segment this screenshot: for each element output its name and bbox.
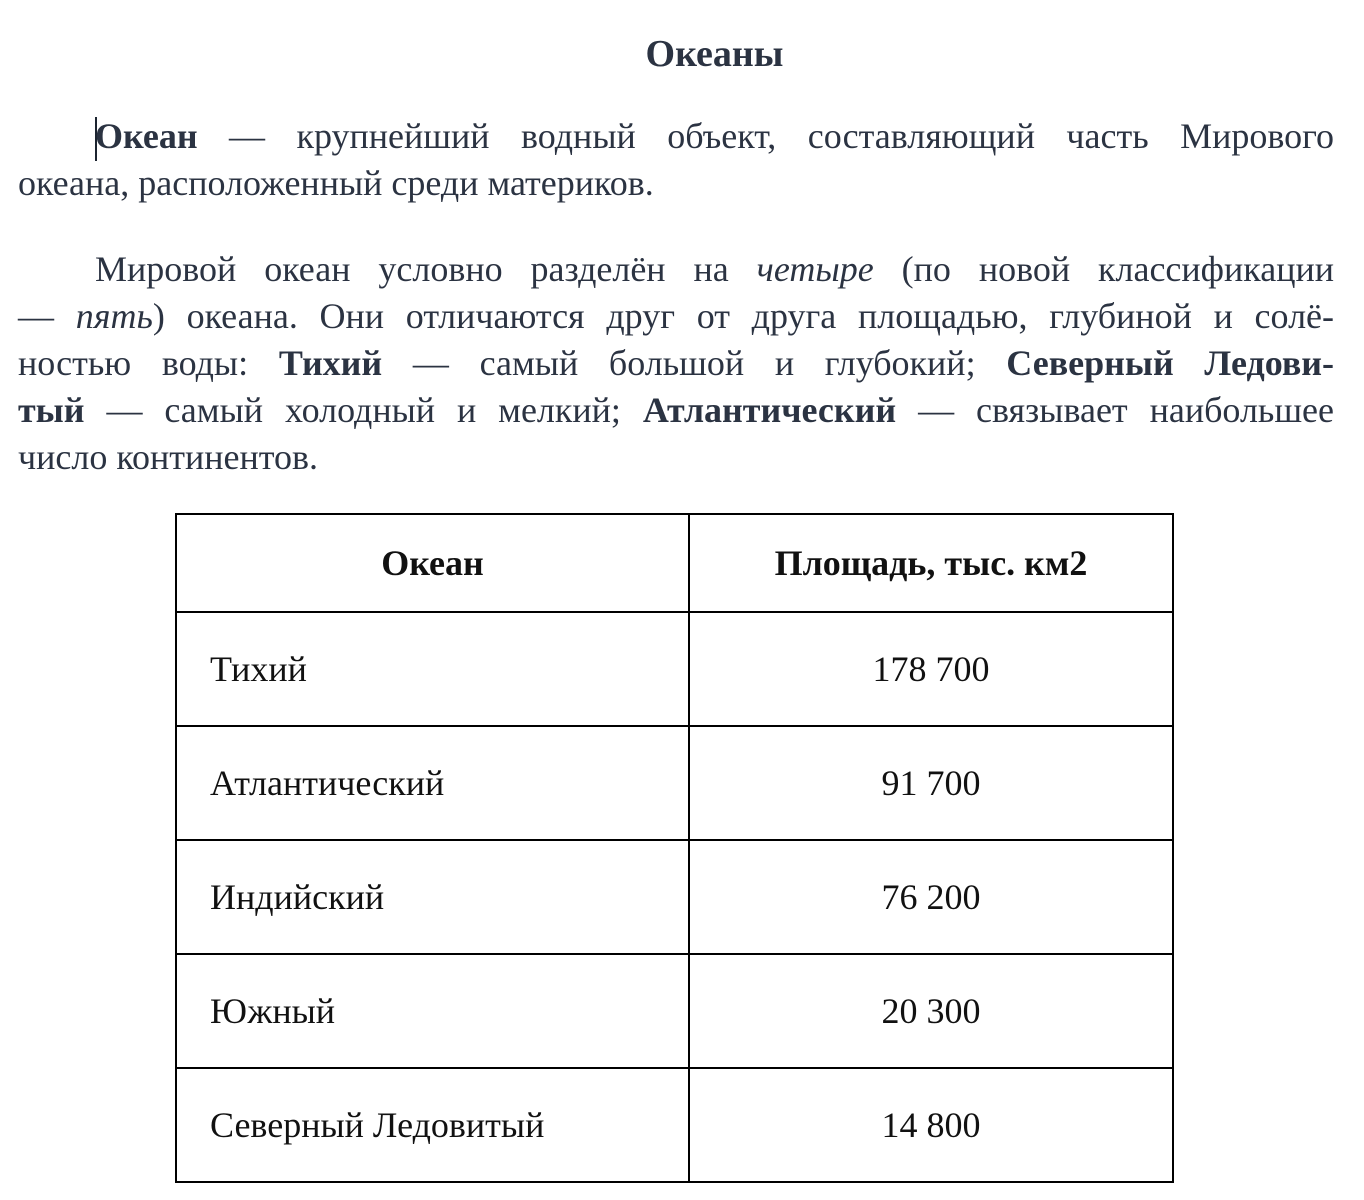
text-run: Тихий xyxy=(278,343,383,383)
text-line[interactable] xyxy=(18,160,1334,207)
text-run: — самый холодный и мелкий; xyxy=(84,390,643,430)
document-title[interactable]: Океаны xyxy=(645,33,784,75)
cell-ocean-name[interactable]: Индийский xyxy=(176,840,689,954)
text-line[interactable] xyxy=(18,434,1334,481)
text-line[interactable] xyxy=(18,387,1334,434)
cell-ocean-area[interactable]: 14 800 xyxy=(689,1068,1173,1182)
table-row xyxy=(176,954,1173,1068)
text-run: число континентов. xyxy=(18,437,319,477)
text-run: (по новой классификации xyxy=(873,249,1334,289)
table-row xyxy=(176,726,1173,840)
text-run: — связывает наибольшее xyxy=(896,390,1334,430)
text-run: — крупнейший водный объект, составляющий часть Мирового xyxy=(197,116,1334,156)
table-row xyxy=(176,514,1173,612)
header-cell-area[interactable]: Площадь, тыс. км2 xyxy=(689,514,1173,612)
table-row xyxy=(176,612,1173,726)
text-run: Мировой океан условно разделён на xyxy=(95,249,757,289)
text-line[interactable] xyxy=(18,113,1334,160)
cell-ocean-name[interactable]: Южный xyxy=(176,954,689,1068)
text-line[interactable] xyxy=(18,340,1334,387)
text-run: ностью воды: xyxy=(18,343,279,383)
text-run: пять xyxy=(75,296,153,336)
cell-ocean-name[interactable]: Тихий xyxy=(176,612,689,726)
cell-ocean-area[interactable]: 20 300 xyxy=(689,954,1173,1068)
cell-ocean-area[interactable]: 178 700 xyxy=(689,612,1173,726)
cell-ocean-area[interactable]: 76 200 xyxy=(689,840,1173,954)
text-run: четыре xyxy=(756,249,874,289)
text-line[interactable] xyxy=(18,246,1334,293)
text-run: — самый большой и глубокий; xyxy=(382,343,1007,383)
cell-ocean-name[interactable]: Атлантический xyxy=(176,726,689,840)
text-run: ) океана. Они отличаются друг от друга площадью, глубиной и солё- xyxy=(152,296,1334,336)
paragraph-world-ocean-division[interactable] xyxy=(18,246,1334,481)
table-body xyxy=(176,612,1173,1182)
paragraph-ocean-definition[interactable] xyxy=(18,113,1334,207)
text-run: Океан xyxy=(95,116,198,156)
cell-ocean-area[interactable]: 91 700 xyxy=(689,726,1173,840)
text-run: океана, расположенный среди материков. xyxy=(18,163,654,203)
text-run: — xyxy=(18,296,76,336)
oceans-area-table xyxy=(175,513,1174,1183)
cell-ocean-name[interactable]: Северный Ледовитый xyxy=(176,1068,689,1182)
text-run: тый xyxy=(18,390,85,430)
text-run: Атлантический xyxy=(642,390,897,430)
header-cell-ocean[interactable]: Океан xyxy=(176,514,689,612)
table-header-row xyxy=(176,514,1173,612)
text-line[interactable] xyxy=(18,293,1334,340)
table-row xyxy=(176,1068,1173,1182)
table-row xyxy=(176,840,1173,954)
text-run: Северный Ледови- xyxy=(1006,343,1335,383)
